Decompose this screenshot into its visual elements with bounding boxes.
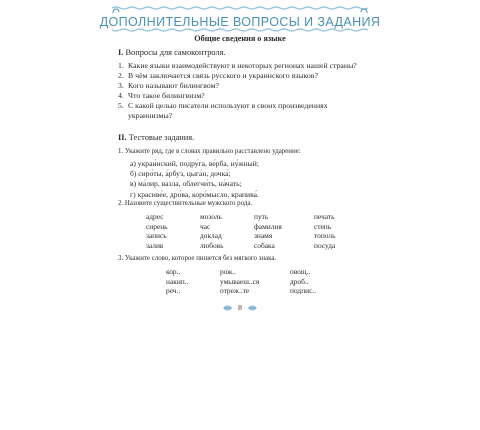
question-text: С какой целью писатели используют в своих произведениях украинизмы? [128,101,328,121]
section-subtitle: Общие сведения о языке [194,34,286,43]
word-cell: знамя [254,231,273,241]
swirl-icon [112,8,120,14]
word-cell: адрес [146,212,164,221]
question-number: 3. [118,81,124,91]
section-2-number: II. [118,133,127,142]
leaf-ornament-icon [222,304,234,312]
list-item [118,91,370,101]
word-cell: запись [146,231,167,241]
word-cell: мозоль [200,212,222,221]
word-cell: накип.. [166,276,189,286]
question-text: Кого называют билингвом? [128,81,219,91]
question-text: Что такое билингвизм? [128,91,205,101]
word-cell: фамилия [254,221,282,231]
word-cell: час [200,221,211,231]
section-1-heading [118,48,226,57]
word-cell: собака [254,240,275,250]
word-cell: умываеш..ся [220,276,260,286]
section-2-title: Тестовые задания. [128,133,195,142]
list-item [118,81,370,91]
word-cell: сирень [146,221,168,231]
answer-option: г) красиве́е, дро́ва, коро́мысло, крапива́. [130,189,259,199]
answer-option: в) ма́лир, вазла, облегчи́ть, на́чать; [130,179,242,189]
task-1-options [130,159,259,200]
task-3-word-grid [166,267,336,296]
word-cell: кор.. [166,267,181,276]
word-cell: тополь [314,231,336,241]
word-cell: реч.. [166,286,181,296]
word-cell: доклад [200,231,222,241]
question-number: 4. [118,91,124,101]
word-cell: овощ.. [290,267,311,276]
list-item [118,71,370,81]
section-2-heading [118,133,194,142]
leaf-ornament-icon [246,304,258,312]
question-number: 1. [118,61,124,70]
word-cell: рож.. [220,267,237,276]
word-cell: отреж..те [220,286,250,296]
word-cell: посуда [314,240,336,250]
question-list [118,61,370,122]
section-1-number: I. [118,48,124,57]
section-1-title: Вопросы для самоконтроля. [125,48,226,57]
word-cell: печать [314,212,335,221]
question-number: 5. [118,101,124,111]
task-1-text: 1. Укажите ряд, где в словах правильно расставлено ударение: [118,148,301,155]
list-item [118,61,370,71]
header-ornament-bottom [112,28,368,32]
word-cell: залив [146,240,164,250]
question-number: 2. [118,71,124,81]
task-3-text: 3. Укажите слово, которое пишется без мягкого знака. [118,255,277,262]
question-text: В чём заключается связь русского и украинского языков? [128,71,318,81]
list-item [118,101,370,121]
page-footer [0,303,480,312]
answer-option: б) сиро́ты, а́рбуз, цыга́н, дочка́; [130,169,231,179]
question-text: Какие языки взаимодействуют в некоторых регионах нашей страны? [128,61,357,70]
task-2-word-grid [146,212,350,250]
page-number: 8 [238,303,242,312]
word-cell: путь [254,212,269,221]
word-cell: подпис.. [290,286,317,296]
answer-option: а) украи́нский, подру́га, ве́рба, ну́жный; [130,159,259,168]
word-cell: любовь [200,240,224,250]
word-cell: дроб.. [290,276,309,286]
swirl-icon [360,8,368,14]
page-title: ДОПОЛНИТЕЛЬНЫЕ ВОПРОСЫ И ЗАДАНИЯ [99,15,381,29]
word-cell: степь [314,221,332,231]
task-2-text: 2. Назовите существительные мужского рода. [118,200,253,207]
